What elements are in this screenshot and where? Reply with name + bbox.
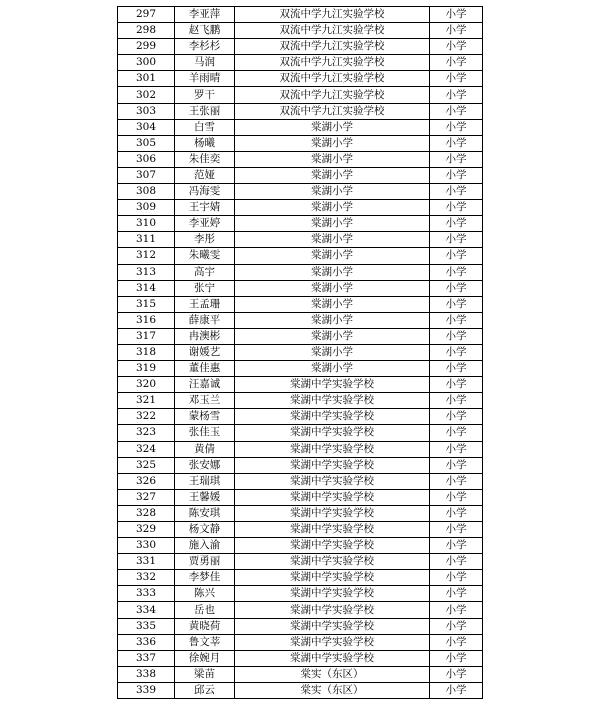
table-row bbox=[118, 618, 483, 634]
school-name-cell: 棠湖小学 bbox=[235, 264, 430, 280]
row-number-cell: 306 bbox=[118, 151, 175, 167]
row-number-cell: 329 bbox=[118, 522, 175, 538]
teacher-name-cell: 张安娜 bbox=[175, 457, 235, 473]
school-level-cell: 小学 bbox=[430, 602, 483, 618]
table-row bbox=[118, 216, 483, 232]
school-name-cell: 双流中学九江实验学校 bbox=[235, 23, 430, 39]
row-number-cell: 335 bbox=[118, 618, 175, 634]
table-row bbox=[118, 55, 483, 71]
table-row bbox=[118, 522, 483, 538]
school-level-cell: 小学 bbox=[430, 119, 483, 135]
teacher-name-cell: 杨曦 bbox=[175, 135, 235, 151]
school-name-cell: 棠湖中学实验学校 bbox=[235, 393, 430, 409]
row-number-cell: 302 bbox=[118, 87, 175, 103]
table-row bbox=[118, 505, 483, 521]
teacher-name-cell: 羊雨晴 bbox=[175, 71, 235, 87]
teacher-name-cell: 鲁文莘 bbox=[175, 634, 235, 650]
teacher-name-cell: 杨文静 bbox=[175, 522, 235, 538]
school-level-cell: 小学 bbox=[430, 538, 483, 554]
row-number-cell: 336 bbox=[118, 634, 175, 650]
table-row bbox=[118, 473, 483, 489]
row-number-cell: 308 bbox=[118, 184, 175, 200]
school-name-cell: 棠湖小学 bbox=[235, 296, 430, 312]
roster-table-body bbox=[118, 7, 483, 699]
teacher-name-cell: 陈安琪 bbox=[175, 505, 235, 521]
school-level-cell: 小学 bbox=[430, 666, 483, 682]
school-level-cell: 小学 bbox=[430, 393, 483, 409]
school-name-cell: 棠湖中学实验学校 bbox=[235, 602, 430, 618]
table-row bbox=[118, 39, 483, 55]
table-row bbox=[118, 200, 483, 216]
school-level-cell: 小学 bbox=[430, 618, 483, 634]
table-row bbox=[118, 184, 483, 200]
row-number-cell: 339 bbox=[118, 682, 175, 698]
school-name-cell: 棠湖小学 bbox=[235, 200, 430, 216]
school-level-cell: 小学 bbox=[430, 248, 483, 264]
teacher-name-cell: 范娅 bbox=[175, 167, 235, 183]
table-row bbox=[118, 344, 483, 360]
row-number-cell: 310 bbox=[118, 216, 175, 232]
table-row bbox=[118, 666, 483, 682]
school-name-cell: 棠湖小学 bbox=[235, 119, 430, 135]
row-number-cell: 317 bbox=[118, 328, 175, 344]
school-level-cell: 小学 bbox=[430, 489, 483, 505]
teacher-name-cell: 李杉杉 bbox=[175, 39, 235, 55]
school-level-cell: 小学 bbox=[430, 522, 483, 538]
table-row bbox=[118, 135, 483, 151]
row-number-cell: 316 bbox=[118, 312, 175, 328]
row-number-cell: 312 bbox=[118, 248, 175, 264]
teacher-name-cell: 李彤 bbox=[175, 232, 235, 248]
school-level-cell: 小学 bbox=[430, 39, 483, 55]
school-name-cell: 棠湖中学实验学校 bbox=[235, 570, 430, 586]
teacher-name-cell: 冯海雯 bbox=[175, 184, 235, 200]
school-level-cell: 小学 bbox=[430, 312, 483, 328]
teacher-name-cell: 汪嘉诚 bbox=[175, 377, 235, 393]
school-level-cell: 小学 bbox=[430, 103, 483, 119]
row-number-cell: 327 bbox=[118, 489, 175, 505]
school-name-cell: 棠湖小学 bbox=[235, 361, 430, 377]
row-number-cell: 320 bbox=[118, 377, 175, 393]
teacher-name-cell: 陈兴 bbox=[175, 586, 235, 602]
school-name-cell: 双流中学九江实验学校 bbox=[235, 39, 430, 55]
row-number-cell: 307 bbox=[118, 167, 175, 183]
table-row bbox=[118, 151, 483, 167]
school-name-cell: 棠湖小学 bbox=[235, 312, 430, 328]
row-number-cell: 309 bbox=[118, 200, 175, 216]
school-level-cell: 小学 bbox=[430, 55, 483, 71]
row-number-cell: 300 bbox=[118, 55, 175, 71]
table-row bbox=[118, 264, 483, 280]
table-row bbox=[118, 280, 483, 296]
school-level-cell: 小学 bbox=[430, 586, 483, 602]
school-level-cell: 小学 bbox=[430, 425, 483, 441]
row-number-cell: 311 bbox=[118, 232, 175, 248]
table-row bbox=[118, 296, 483, 312]
school-level-cell: 小学 bbox=[430, 87, 483, 103]
teacher-name-cell: 赵飞鹏 bbox=[175, 23, 235, 39]
teacher-name-cell: 王孟珊 bbox=[175, 296, 235, 312]
row-number-cell: 325 bbox=[118, 457, 175, 473]
school-level-cell: 小学 bbox=[430, 505, 483, 521]
school-level-cell: 小学 bbox=[430, 377, 483, 393]
teacher-name-cell: 高宇 bbox=[175, 264, 235, 280]
teacher-name-cell: 薛康平 bbox=[175, 312, 235, 328]
school-level-cell: 小学 bbox=[430, 328, 483, 344]
table-row bbox=[118, 457, 483, 473]
table-row bbox=[118, 602, 483, 618]
school-level-cell: 小学 bbox=[430, 184, 483, 200]
school-level-cell: 小学 bbox=[430, 682, 483, 698]
row-number-cell: 304 bbox=[118, 119, 175, 135]
row-number-cell: 324 bbox=[118, 441, 175, 457]
table-row bbox=[118, 23, 483, 39]
school-name-cell: 棠湖小学 bbox=[235, 135, 430, 151]
table-row bbox=[118, 538, 483, 554]
teacher-name-cell: 贾勇丽 bbox=[175, 554, 235, 570]
row-number-cell: 326 bbox=[118, 473, 175, 489]
table-row bbox=[118, 7, 483, 23]
school-level-cell: 小学 bbox=[430, 71, 483, 87]
table-row bbox=[118, 232, 483, 248]
teacher-name-cell: 李梦佳 bbox=[175, 570, 235, 586]
row-number-cell: 322 bbox=[118, 409, 175, 425]
teacher-name-cell: 罗干 bbox=[175, 87, 235, 103]
teacher-name-cell: 黄晓荷 bbox=[175, 618, 235, 634]
table-row bbox=[118, 71, 483, 87]
school-level-cell: 小学 bbox=[430, 361, 483, 377]
row-number-cell: 298 bbox=[118, 23, 175, 39]
school-name-cell: 棠湖中学实验学校 bbox=[235, 618, 430, 634]
teacher-name-cell: 岳也 bbox=[175, 602, 235, 618]
teacher-name-cell: 黄倩 bbox=[175, 441, 235, 457]
table-row bbox=[118, 634, 483, 650]
school-name-cell: 棠实（东区） bbox=[235, 682, 430, 698]
school-name-cell: 棠湖小学 bbox=[235, 232, 430, 248]
teacher-name-cell: 王宇婧 bbox=[175, 200, 235, 216]
school-level-cell: 小学 bbox=[430, 570, 483, 586]
school-name-cell: 棠湖中学实验学校 bbox=[235, 425, 430, 441]
school-level-cell: 小学 bbox=[430, 7, 483, 23]
teacher-name-cell: 张佳玉 bbox=[175, 425, 235, 441]
teacher-name-cell: 冉澳彬 bbox=[175, 328, 235, 344]
teacher-name-cell: 朱曦雯 bbox=[175, 248, 235, 264]
table-row bbox=[118, 682, 483, 698]
teacher-name-cell: 邱云 bbox=[175, 682, 235, 698]
school-name-cell: 棠湖中学实验学校 bbox=[235, 489, 430, 505]
row-number-cell: 331 bbox=[118, 554, 175, 570]
school-name-cell: 棠湖中学实验学校 bbox=[235, 554, 430, 570]
row-number-cell: 305 bbox=[118, 135, 175, 151]
row-number-cell: 313 bbox=[118, 264, 175, 280]
teacher-name-cell: 王馨媛 bbox=[175, 489, 235, 505]
school-name-cell: 双流中学九江实验学校 bbox=[235, 87, 430, 103]
teacher-name-cell: 李亚婷 bbox=[175, 216, 235, 232]
row-number-cell: 338 bbox=[118, 666, 175, 682]
school-level-cell: 小学 bbox=[430, 441, 483, 457]
roster-sheet bbox=[117, 6, 482, 699]
school-name-cell: 棠湖中学实验学校 bbox=[235, 586, 430, 602]
school-level-cell: 小学 bbox=[430, 200, 483, 216]
row-number-cell: 328 bbox=[118, 505, 175, 521]
school-level-cell: 小学 bbox=[430, 135, 483, 151]
school-name-cell: 棠湖小学 bbox=[235, 248, 430, 264]
row-number-cell: 315 bbox=[118, 296, 175, 312]
table-row bbox=[118, 425, 483, 441]
teacher-name-cell: 王张丽 bbox=[175, 103, 235, 119]
table-row bbox=[118, 87, 483, 103]
row-number-cell: 323 bbox=[118, 425, 175, 441]
table-row bbox=[118, 570, 483, 586]
table-row bbox=[118, 586, 483, 602]
school-level-cell: 小学 bbox=[430, 264, 483, 280]
teacher-name-cell: 王瑞琪 bbox=[175, 473, 235, 489]
row-number-cell: 321 bbox=[118, 393, 175, 409]
table-row bbox=[118, 554, 483, 570]
table-row bbox=[118, 441, 483, 457]
table-row bbox=[118, 409, 483, 425]
school-name-cell: 棠湖中学实验学校 bbox=[235, 522, 430, 538]
school-level-cell: 小学 bbox=[430, 409, 483, 425]
school-name-cell: 棠实（东区） bbox=[235, 666, 430, 682]
school-level-cell: 小学 bbox=[430, 280, 483, 296]
school-level-cell: 小学 bbox=[430, 296, 483, 312]
school-level-cell: 小学 bbox=[430, 634, 483, 650]
school-level-cell: 小学 bbox=[430, 344, 483, 360]
school-name-cell: 棠湖中学实验学校 bbox=[235, 505, 430, 521]
school-level-cell: 小学 bbox=[430, 650, 483, 666]
school-name-cell: 棠湖小学 bbox=[235, 184, 430, 200]
teacher-name-cell: 施入渝 bbox=[175, 538, 235, 554]
teacher-name-cell: 马润 bbox=[175, 55, 235, 71]
row-number-cell: 319 bbox=[118, 361, 175, 377]
school-name-cell: 棠湖小学 bbox=[235, 344, 430, 360]
school-name-cell: 双流中学九江实验学校 bbox=[235, 7, 430, 23]
school-level-cell: 小学 bbox=[430, 216, 483, 232]
school-name-cell: 双流中学九江实验学校 bbox=[235, 71, 430, 87]
school-name-cell: 棠湖小学 bbox=[235, 280, 430, 296]
school-name-cell: 棠湖中学实验学校 bbox=[235, 650, 430, 666]
table-row bbox=[118, 650, 483, 666]
school-level-cell: 小学 bbox=[430, 473, 483, 489]
table-row bbox=[118, 312, 483, 328]
row-number-cell: 332 bbox=[118, 570, 175, 586]
row-number-cell: 334 bbox=[118, 602, 175, 618]
row-number-cell: 299 bbox=[118, 39, 175, 55]
row-number-cell: 318 bbox=[118, 344, 175, 360]
table-row bbox=[118, 361, 483, 377]
school-level-cell: 小学 bbox=[430, 554, 483, 570]
row-number-cell: 301 bbox=[118, 71, 175, 87]
school-name-cell: 棠湖中学实验学校 bbox=[235, 377, 430, 393]
school-name-cell: 棠湖中学实验学校 bbox=[235, 538, 430, 554]
table-row bbox=[118, 167, 483, 183]
row-number-cell: 330 bbox=[118, 538, 175, 554]
row-number-cell: 303 bbox=[118, 103, 175, 119]
school-level-cell: 小学 bbox=[430, 167, 483, 183]
teacher-name-cell: 谢媛艺 bbox=[175, 344, 235, 360]
school-name-cell: 棠湖小学 bbox=[235, 151, 430, 167]
teacher-name-cell: 徐婉月 bbox=[175, 650, 235, 666]
school-name-cell: 棠湖中学实验学校 bbox=[235, 634, 430, 650]
teacher-name-cell: 蒙杨雪 bbox=[175, 409, 235, 425]
teacher-name-cell: 梁苗 bbox=[175, 666, 235, 682]
school-level-cell: 小学 bbox=[430, 457, 483, 473]
teacher-name-cell: 董佳惠 bbox=[175, 361, 235, 377]
school-name-cell: 棠湖小学 bbox=[235, 328, 430, 344]
row-number-cell: 337 bbox=[118, 650, 175, 666]
teacher-name-cell: 白雪 bbox=[175, 119, 235, 135]
teacher-name-cell: 李亚萍 bbox=[175, 7, 235, 23]
row-number-cell: 333 bbox=[118, 586, 175, 602]
table-row bbox=[118, 103, 483, 119]
school-name-cell: 棠湖中学实验学校 bbox=[235, 409, 430, 425]
school-name-cell: 棠湖中学实验学校 bbox=[235, 457, 430, 473]
teacher-name-cell: 朱佳奕 bbox=[175, 151, 235, 167]
school-level-cell: 小学 bbox=[430, 232, 483, 248]
school-name-cell: 棠湖中学实验学校 bbox=[235, 441, 430, 457]
table-row bbox=[118, 489, 483, 505]
school-level-cell: 小学 bbox=[430, 151, 483, 167]
school-level-cell: 小学 bbox=[430, 23, 483, 39]
table-row bbox=[118, 393, 483, 409]
table-row bbox=[118, 119, 483, 135]
roster-table bbox=[117, 6, 483, 699]
teacher-name-cell: 张宁 bbox=[175, 280, 235, 296]
school-name-cell: 棠湖中学实验学校 bbox=[235, 473, 430, 489]
table-row bbox=[118, 328, 483, 344]
row-number-cell: 297 bbox=[118, 7, 175, 23]
school-name-cell: 双流中学九江实验学校 bbox=[235, 103, 430, 119]
table-row bbox=[118, 377, 483, 393]
teacher-name-cell: 邓玉兰 bbox=[175, 393, 235, 409]
school-name-cell: 棠湖小学 bbox=[235, 167, 430, 183]
school-name-cell: 双流中学九江实验学校 bbox=[235, 55, 430, 71]
table-row bbox=[118, 248, 483, 264]
row-number-cell: 314 bbox=[118, 280, 175, 296]
school-name-cell: 棠湖小学 bbox=[235, 216, 430, 232]
